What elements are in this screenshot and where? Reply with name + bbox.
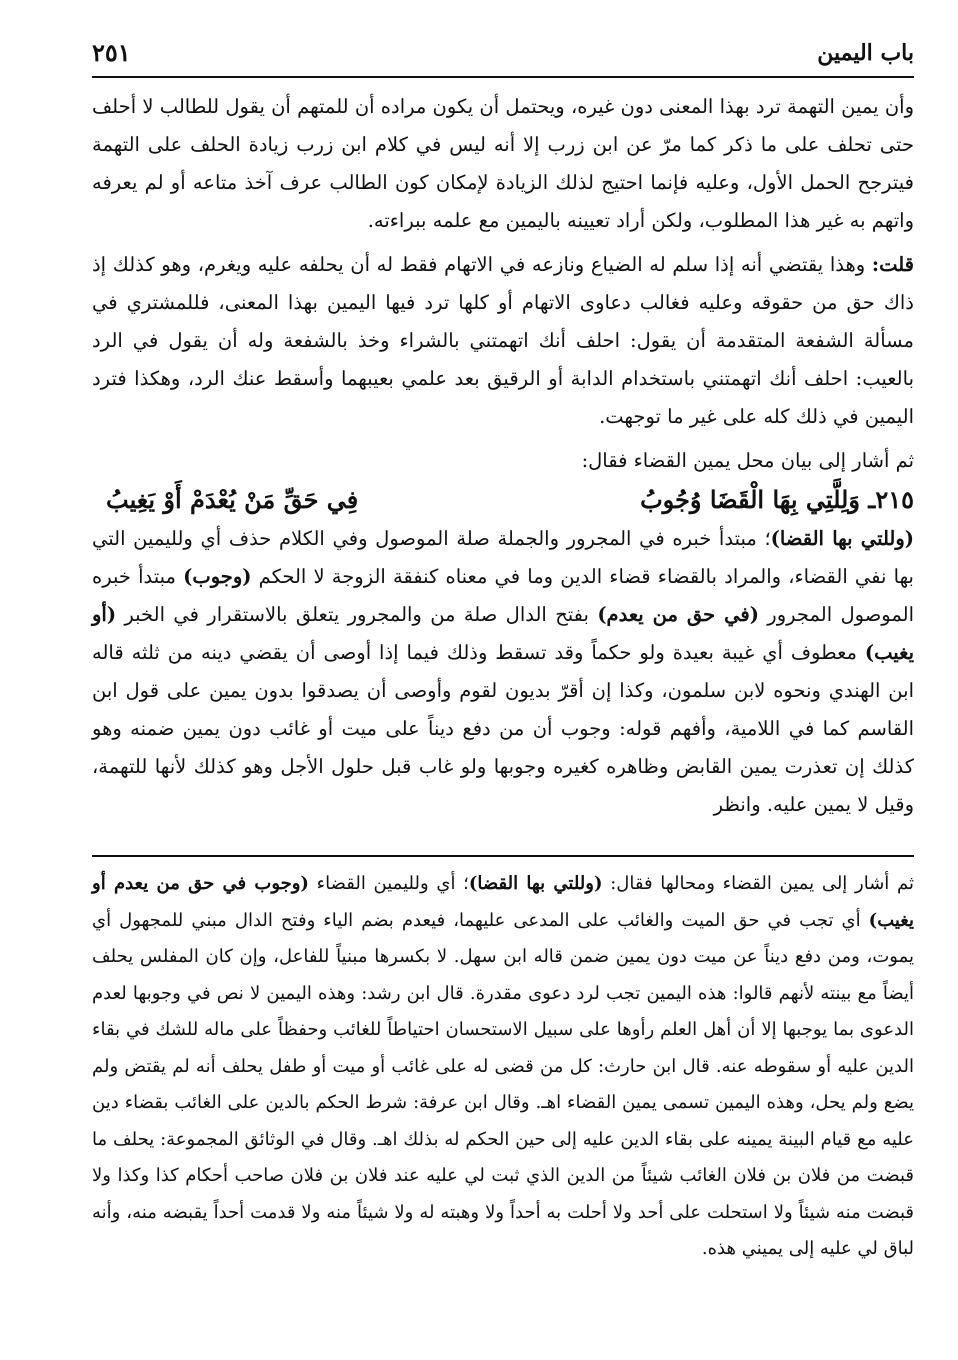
footnote-section — [92, 866, 914, 1268]
document-page — [92, 28, 914, 1338]
poem-verse — [92, 480, 914, 520]
header-rule — [92, 76, 914, 78]
quoted-term: (في حق من يعدم) — [597, 603, 759, 626]
qultu-label: قلت: — [871, 253, 914, 276]
quoted-term: (وجوب في حق من يعدم أو يغيب) — [92, 873, 914, 931]
quoted-term: (وللتي بها القضا) — [770, 527, 914, 550]
footnote-separator — [92, 855, 914, 857]
footnote-text: أي تجب في حق الميت والغائب على المدعى عليهما، فيعدم بضم الياء وفتح الدال مبني للمجهول أي يموت، ومن دفع ديناً عن ميت دون يمين ضمن قاله ابن سهل. لا بكسرها مبنياً للفاعل، وإن كان المفلس يحلف أيضاً مع بينته لأنهم قالوا: هذه اليمين تجب لرد دعوى مقدرة. قال ابن رشد: وهذه اليمين لا نص في وجوبها لعدم الدعوى بما يوجبها إلا أن أهل العلم رأوها على سبيل الاستحسان احتياطاً للغائب وحفظاً على ماله للشك في بقاء الدين عليه أو سقوطه عنه. قال ابن حارث: كل من قضى له على غائب أو ميت أو طفل يحلف أنه لم يقتض ولم يضع ولم يحل، وهذه اليمين تسمى يمين القضاء اهـ. وقال ابن عرفة: شرط الحكم بالدين على الغائب بقضاء دين عليه مع قيام البينة يمينه على بقاء الدين عليه إلى حين الحكم له بذلك اهـ. وقال في الوثائق المجموعة: يحلف ما قبضت من فلان بن فلان الغائب شيئاً من الدين الذي ثبت لي عليه عند فلان بن فلان صاحب أحكام كذا وكذا ولا قبضت منه شيئاً ولا استحلت على أحد ولا أحلت به أحداً ولا وهبته له ولا شيئاً منه ولا قدمت أحداً يقبضه منه، وأنه لباق لي عليه إلى يميني هذه. — [92, 909, 914, 1259]
commentary-text: ؛ مبتدأ خبره في المجرور والجملة صلة الموصول وفي الكلام حذف أي ولليمين التي بها نفي القضاء، والمراد بالقضاء قضاء الدين وما في معناه كنفقة الزوجة لا الحكم — [92, 527, 914, 588]
commentary-text: بفتح الدال صلة من والمجرور يتعلق بالاستقرار في الخبر — [116, 603, 598, 626]
footnote-text: ثم أشار إلى يمين القضاء ومحالها فقال: — [602, 873, 914, 894]
page-number: ٢٥١ — [92, 38, 131, 67]
verse-second-hemistich: فِي حَقِّ مَنْ يُعْدَمْ أَوْ يَغِيبُ — [106, 485, 359, 514]
footnote-paragraph — [92, 866, 914, 1268]
chapter-title: باب اليمين — [817, 40, 914, 66]
paragraph: ثم أشار إلى بيان محل يمين القضاء فقال: — [581, 449, 914, 472]
commentary-paragraph — [92, 520, 914, 824]
main-text — [92, 88, 914, 824]
page-header — [92, 28, 914, 80]
quoted-term: (وللتي بها القضا) — [468, 873, 603, 894]
paragraph — [92, 246, 914, 436]
quoted-term: (أو يغيب) — [92, 603, 914, 664]
commentary-text: معطوف أي غيبة بعيدة ولو حكماً وقد تسقط وذلك فيما إذا أوصى أن يقضي دينه من ثلثه قاله ابن الهندي ونحوه لابن سلمون، وكذا إن أقرّ بديون لقوم وأوصى أن يصدقوا بدون يمين على قول ابن القاسم كما في اللامية، وأفهم قوله: وجوب أن من دفع ديناً على ميت أو غائب دون يمين ضمنه وهو كذلك إن تعذرت يمين القابض وظاهره كغيره وجوبها ولو غاب قبل حلول الأجل وهو كذلك لأنها للتهمة، وقيل لا يمين عليه. وانظر — [92, 641, 914, 816]
commentary-text: مبتدأ خبره الموصول المجرور — [92, 565, 914, 626]
quoted-term: (وجوب) — [183, 565, 252, 588]
paragraph: وأن يمين التهمة ترد بهذا المعنى دون غيره، ويحتمل أن يكون مراده أن للمتهم أن يقول للطالب لا أحلف حتى تحلف على ما ذكر كما مرّ عن ابن زرب إلا أنه ليس في كلام ابن زرب زيادة الحلف على التهمة فيترجح الحمل الأول، وعليه فإنما احتيج لذلك الزيادة لإمكان كون الطالب عرف آخذ متاعه أو لم يعرفه واتهم به غير هذا المطلوب، ولكن أراد تعيينه باليمين مع علمه ببراءته. — [92, 95, 914, 232]
verse-first-hemistich: ٢١٥ـ وَلِلَّتِي بِهَا الْقَضَا وُجُوبُ — [640, 485, 914, 514]
footnote-text: ؛ أي ولليمين القضاء — [308, 873, 469, 894]
paragraph-text: وهذا يقتضي أنه إذا سلم له الضياع ونازعه في الاتهام فقط له أن يحلفه عليه ويغرم، وهو كذلك إذ ذاك حق من حقوقه وعليه فغالب دعاوى الاتهام أو كلها ترد فيها اليمين بهذا المعنى، فللمشتري في مسألة الشفعة المتقدمة أن يقول: احلف أنك اتهمتني بالشراء وخذ بالشفعة وله أن يقول في الرد بالعيب: احلف أنك اتهمتني باستخدام الدابة أو الرقيق بعد علمي بعيبهما وأسقط عنك الرد، وهكذا فترد اليمين في ذلك كله على غير ما توجهت. — [92, 253, 914, 428]
